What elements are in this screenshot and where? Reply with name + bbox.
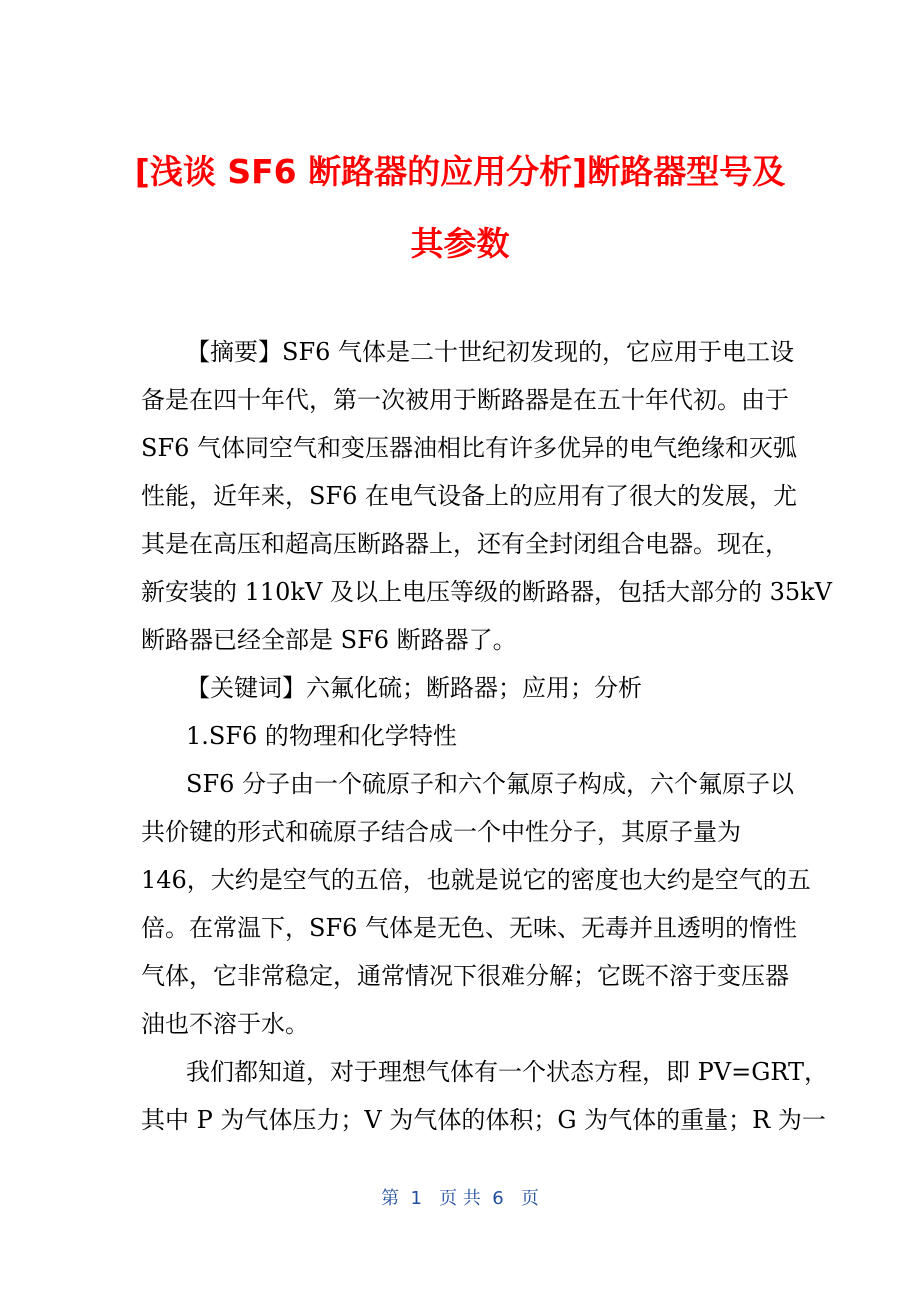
paragraph-1-line-4: 倍。在常温下，SF6 气体是无色、无味、无毒并且透明的惰性 <box>141 914 797 942</box>
abstract-line-1: 【摘要】SF6 气体是二十世纪初发现的，它应用于电工设 <box>186 338 794 366</box>
paragraph-1-line-2: 共价键的形式和硫原子结合成一个中性分子，其原子量为 <box>141 818 741 846</box>
abstract-line-5: 其是在高压和超高压断路器上，还有全封闭组合电器。现在， <box>141 530 789 558</box>
abstract-line-6: 新安装的 110kV 及以上电压等级的断路器，包括大部分的 35kV <box>141 578 832 606</box>
paragraph-1-line-3: 146，大约是空气的五倍，也就是说它的密度也大约是空气的五 <box>141 866 811 894</box>
abstract-line-2: 备是在四十年代，第一次被用于断路器是在五十年代初。由于 <box>141 386 789 414</box>
paragraph-1-line-5: 气体，它非常稳定，通常情况下很难分解；它既不溶于变压器 <box>141 962 789 990</box>
abstract-line-4: 性能，近年来，SF6 在电气设备上的应用有了很大的发展，尤 <box>141 482 797 510</box>
abstract-line-3: SF6 气体同空气和变压器油相比有许多优异的电气绝缘和灭弧 <box>141 434 797 462</box>
document-title-line-1: [浅谈 SF6 断路器的应用分析]断路器型号及 <box>134 152 786 191</box>
paragraph-2-line-1: 我们都知道，对于理想气体有一个状态方程，即 PV=GRT， <box>186 1058 829 1086</box>
abstract-line-7: 断路器已经全部是 SF6 断路器了。 <box>141 626 517 654</box>
page-number-footer: 第 1 页 共 6 页 <box>381 1188 539 1209</box>
keywords-line: 【关键词】六氟化硫；断路器；应用；分析 <box>186 674 642 702</box>
paragraph-2-line-2: 其中 P 为气体压力；V 为气体的体积；G 为气体的重量；R 为一 <box>141 1106 826 1134</box>
section-heading: 1.SF6 的物理和化学特性 <box>186 722 457 750</box>
paragraph-1-line-1: SF6 分子由一个硫原子和六个氟原子构成，六个氟原子以 <box>186 770 794 798</box>
document-title-line-2: 其参数 <box>410 224 510 263</box>
paragraph-1-line-6: 油也不溶于水。 <box>141 1010 309 1038</box>
